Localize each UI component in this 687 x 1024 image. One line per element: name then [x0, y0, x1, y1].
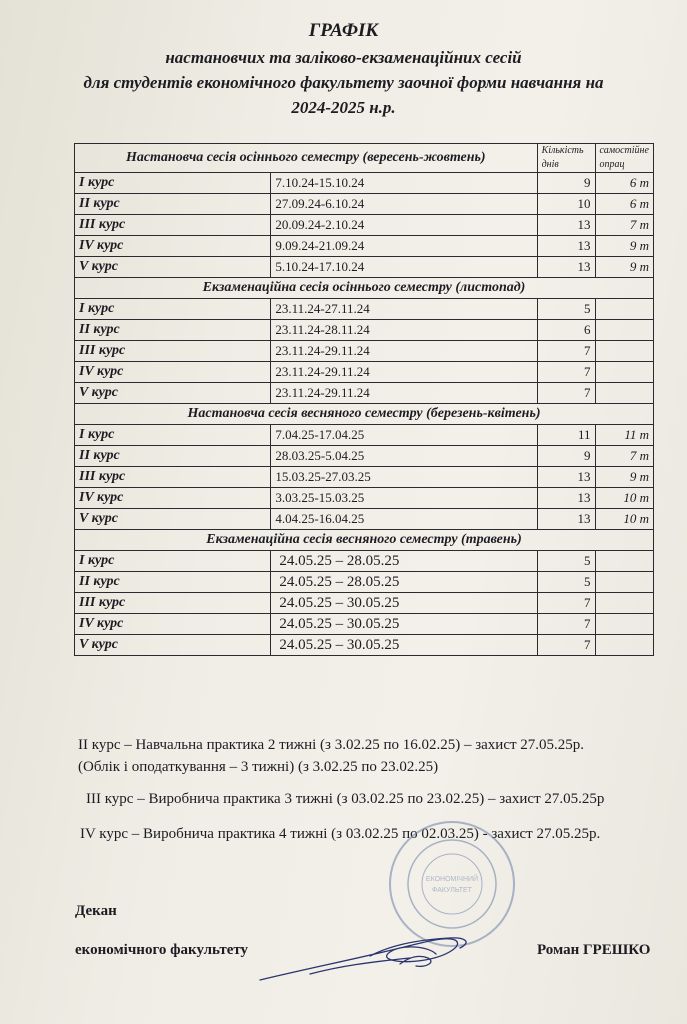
course-cell: III курс [75, 215, 271, 236]
table-row [75, 446, 654, 467]
dean-title: Декан [75, 903, 117, 919]
dates-cell: 5.10.24-17.10.24 [271, 257, 537, 278]
days-count-cell: 7 [537, 593, 595, 614]
course-cell: V курс [75, 257, 271, 278]
academic-year: 2024-2025 н.р. [291, 98, 396, 117]
days-count-cell: 5 [537, 572, 595, 593]
self-study-cell [595, 551, 653, 572]
course-cell: III курс [75, 341, 271, 362]
header-self-study: самостійне опрац [595, 144, 653, 173]
subtitle-line-2: для студентів економічного факультету заочної форми навчання на [83, 73, 604, 92]
table-row [75, 320, 654, 341]
table-header-row [75, 144, 654, 173]
self-study-cell: 9 т [595, 236, 653, 257]
dates-cell: 27.09.24-6.10.24 [271, 194, 537, 215]
self-study-cell: 11 т [595, 425, 653, 446]
dates-cell: 24.05.25 – 28.05.25 [271, 551, 537, 572]
self-study-cell [595, 341, 653, 362]
days-count-cell: 11 [537, 425, 595, 446]
table-row [75, 236, 654, 257]
self-study-cell [595, 614, 653, 635]
table-row [75, 509, 654, 530]
section-header-row [75, 530, 654, 551]
practice-note-accounting: (Облік і оподаткування – 3 тижні) (з 3.02.25 по 23.02.25) [78, 759, 439, 775]
days-count-cell: 9 [537, 446, 595, 467]
dates-cell: 28.03.25-5.04.25 [271, 446, 537, 467]
table-row [75, 593, 654, 614]
section-header-row [75, 404, 654, 425]
table-row [75, 362, 654, 383]
dates-cell: 24.05.25 – 30.05.25 [271, 593, 537, 614]
header-days-count: Кількість днів [537, 144, 595, 173]
table-row [75, 215, 654, 236]
course-cell: IV курс [75, 488, 271, 509]
course-cell: II курс [75, 320, 271, 341]
days-count-cell: 13 [537, 509, 595, 530]
dates-cell: 7.04.25-17.04.25 [271, 425, 537, 446]
course-cell: I курс [75, 299, 271, 320]
subtitle-line-1: настановчих та заліково-екзаменаційних сесій [165, 48, 522, 67]
table-row [75, 488, 654, 509]
table-row [75, 551, 654, 572]
practice-note-course-3: III курс – Виробнича практика 3 тижні (з 03.02.25 по 23.02.25) – захист 27.05.25р [86, 791, 605, 807]
days-count-cell: 7 [537, 635, 595, 656]
dates-cell: 24.05.25 – 30.05.25 [271, 635, 537, 656]
days-count-cell: 5 [537, 299, 595, 320]
self-study-cell [595, 362, 653, 383]
session-schedule-table [74, 143, 654, 656]
course-cell: IV курс [75, 614, 271, 635]
stamp-text-2: ФАКУЛЬТЕТ [432, 887, 472, 894]
faculty-name: економічного факультету [75, 942, 249, 958]
days-count-cell: 7 [537, 362, 595, 383]
days-count-cell: 10 [537, 194, 595, 215]
dates-cell: 23.11.24-29.11.24 [271, 362, 537, 383]
table-row [75, 572, 654, 593]
table-row [75, 299, 654, 320]
self-study-cell [595, 299, 653, 320]
table-row [75, 467, 654, 488]
course-cell: III курс [75, 593, 271, 614]
days-count-cell: 7 [537, 341, 595, 362]
self-study-cell: 10 т [595, 488, 653, 509]
table-row [75, 614, 654, 635]
self-study-cell [595, 593, 653, 614]
self-study-cell [595, 383, 653, 404]
dates-cell: 7.10.24-15.10.24 [271, 173, 537, 194]
days-count-cell: 13 [537, 236, 595, 257]
table-body [75, 173, 654, 656]
days-count-cell: 9 [537, 173, 595, 194]
course-cell: I курс [75, 173, 271, 194]
dates-cell: 3.03.25-15.03.25 [271, 488, 537, 509]
dates-cell: 15.03.25-27.03.25 [271, 467, 537, 488]
days-count-cell: 5 [537, 551, 595, 572]
dates-cell: 9.09.24-21.09.24 [271, 236, 537, 257]
days-count-cell: 13 [537, 257, 595, 278]
days-count-cell: 6 [537, 320, 595, 341]
stamp-text-1: ЕКОНОМІЧНИЙ [425, 876, 479, 883]
course-cell: IV курс [75, 362, 271, 383]
self-study-cell [595, 320, 653, 341]
document-title: ГРАФІК [308, 20, 379, 41]
self-study-cell: 7 т [595, 215, 653, 236]
table-row [75, 257, 654, 278]
handwritten-signature [250, 918, 500, 998]
course-cell: II курс [75, 572, 271, 593]
days-count-cell: 13 [537, 215, 595, 236]
dates-cell: 23.11.24-27.11.24 [271, 299, 537, 320]
self-study-cell: 7 т [595, 446, 653, 467]
dates-cell: 23.11.24-28.11.24 [271, 320, 537, 341]
table-row [75, 341, 654, 362]
course-cell: IV курс [75, 236, 271, 257]
dates-cell: 23.11.24-29.11.24 [271, 341, 537, 362]
header-session-title: Настановча сесія осіннього семестру (вересень-жовтень) [75, 144, 538, 173]
dean-name: Роман ГРЕШКО [537, 942, 651, 958]
dates-cell: 24.05.25 – 30.05.25 [271, 614, 537, 635]
self-study-cell [595, 572, 653, 593]
section-title: Екзаменаційна сесія весняного семестру (травень) [75, 530, 654, 551]
self-study-cell [595, 635, 653, 656]
table-row [75, 194, 654, 215]
dates-cell: 4.04.25-16.04.25 [271, 509, 537, 530]
self-study-cell: 6 т [595, 194, 653, 215]
days-count-cell: 13 [537, 488, 595, 509]
self-study-cell: 6 т [595, 173, 653, 194]
practice-note-course-4: IV курс – Виробнича практика 4 тижні (з 03.02.25 по 02.03.25) - захист 27.05.25р. [80, 826, 601, 842]
course-cell: V курс [75, 635, 271, 656]
days-count-cell: 13 [537, 467, 595, 488]
days-count-cell: 7 [537, 614, 595, 635]
section-title: Настановча сесія весняного семестру (березень-квітень) [75, 404, 654, 425]
table-row [75, 383, 654, 404]
table-row [75, 173, 654, 194]
course-cell: V курс [75, 509, 271, 530]
section-title: Екзаменаційна сесія осіннього семестру (листопад) [75, 278, 654, 299]
self-study-cell: 9 т [595, 257, 653, 278]
self-study-cell: 9 т [595, 467, 653, 488]
days-count-cell: 7 [537, 383, 595, 404]
course-cell: I курс [75, 425, 271, 446]
course-cell: III курс [75, 467, 271, 488]
course-cell: V курс [75, 383, 271, 404]
course-cell: II курс [75, 194, 271, 215]
dates-cell: 24.05.25 – 28.05.25 [271, 572, 537, 593]
dates-cell: 23.11.24-29.11.24 [271, 383, 537, 404]
section-header-row [75, 278, 654, 299]
course-cell: II курс [75, 446, 271, 467]
self-study-cell: 10 т [595, 509, 653, 530]
practice-note-course-2: II курс – Навчальна практика 2 тижні (з 3.02.25 по 16.02.25) – захист 27.05.25р. [78, 737, 585, 753]
table-row [75, 635, 654, 656]
table-row [75, 425, 654, 446]
dates-cell: 20.09.24-2.10.24 [271, 215, 537, 236]
course-cell: I курс [75, 551, 271, 572]
